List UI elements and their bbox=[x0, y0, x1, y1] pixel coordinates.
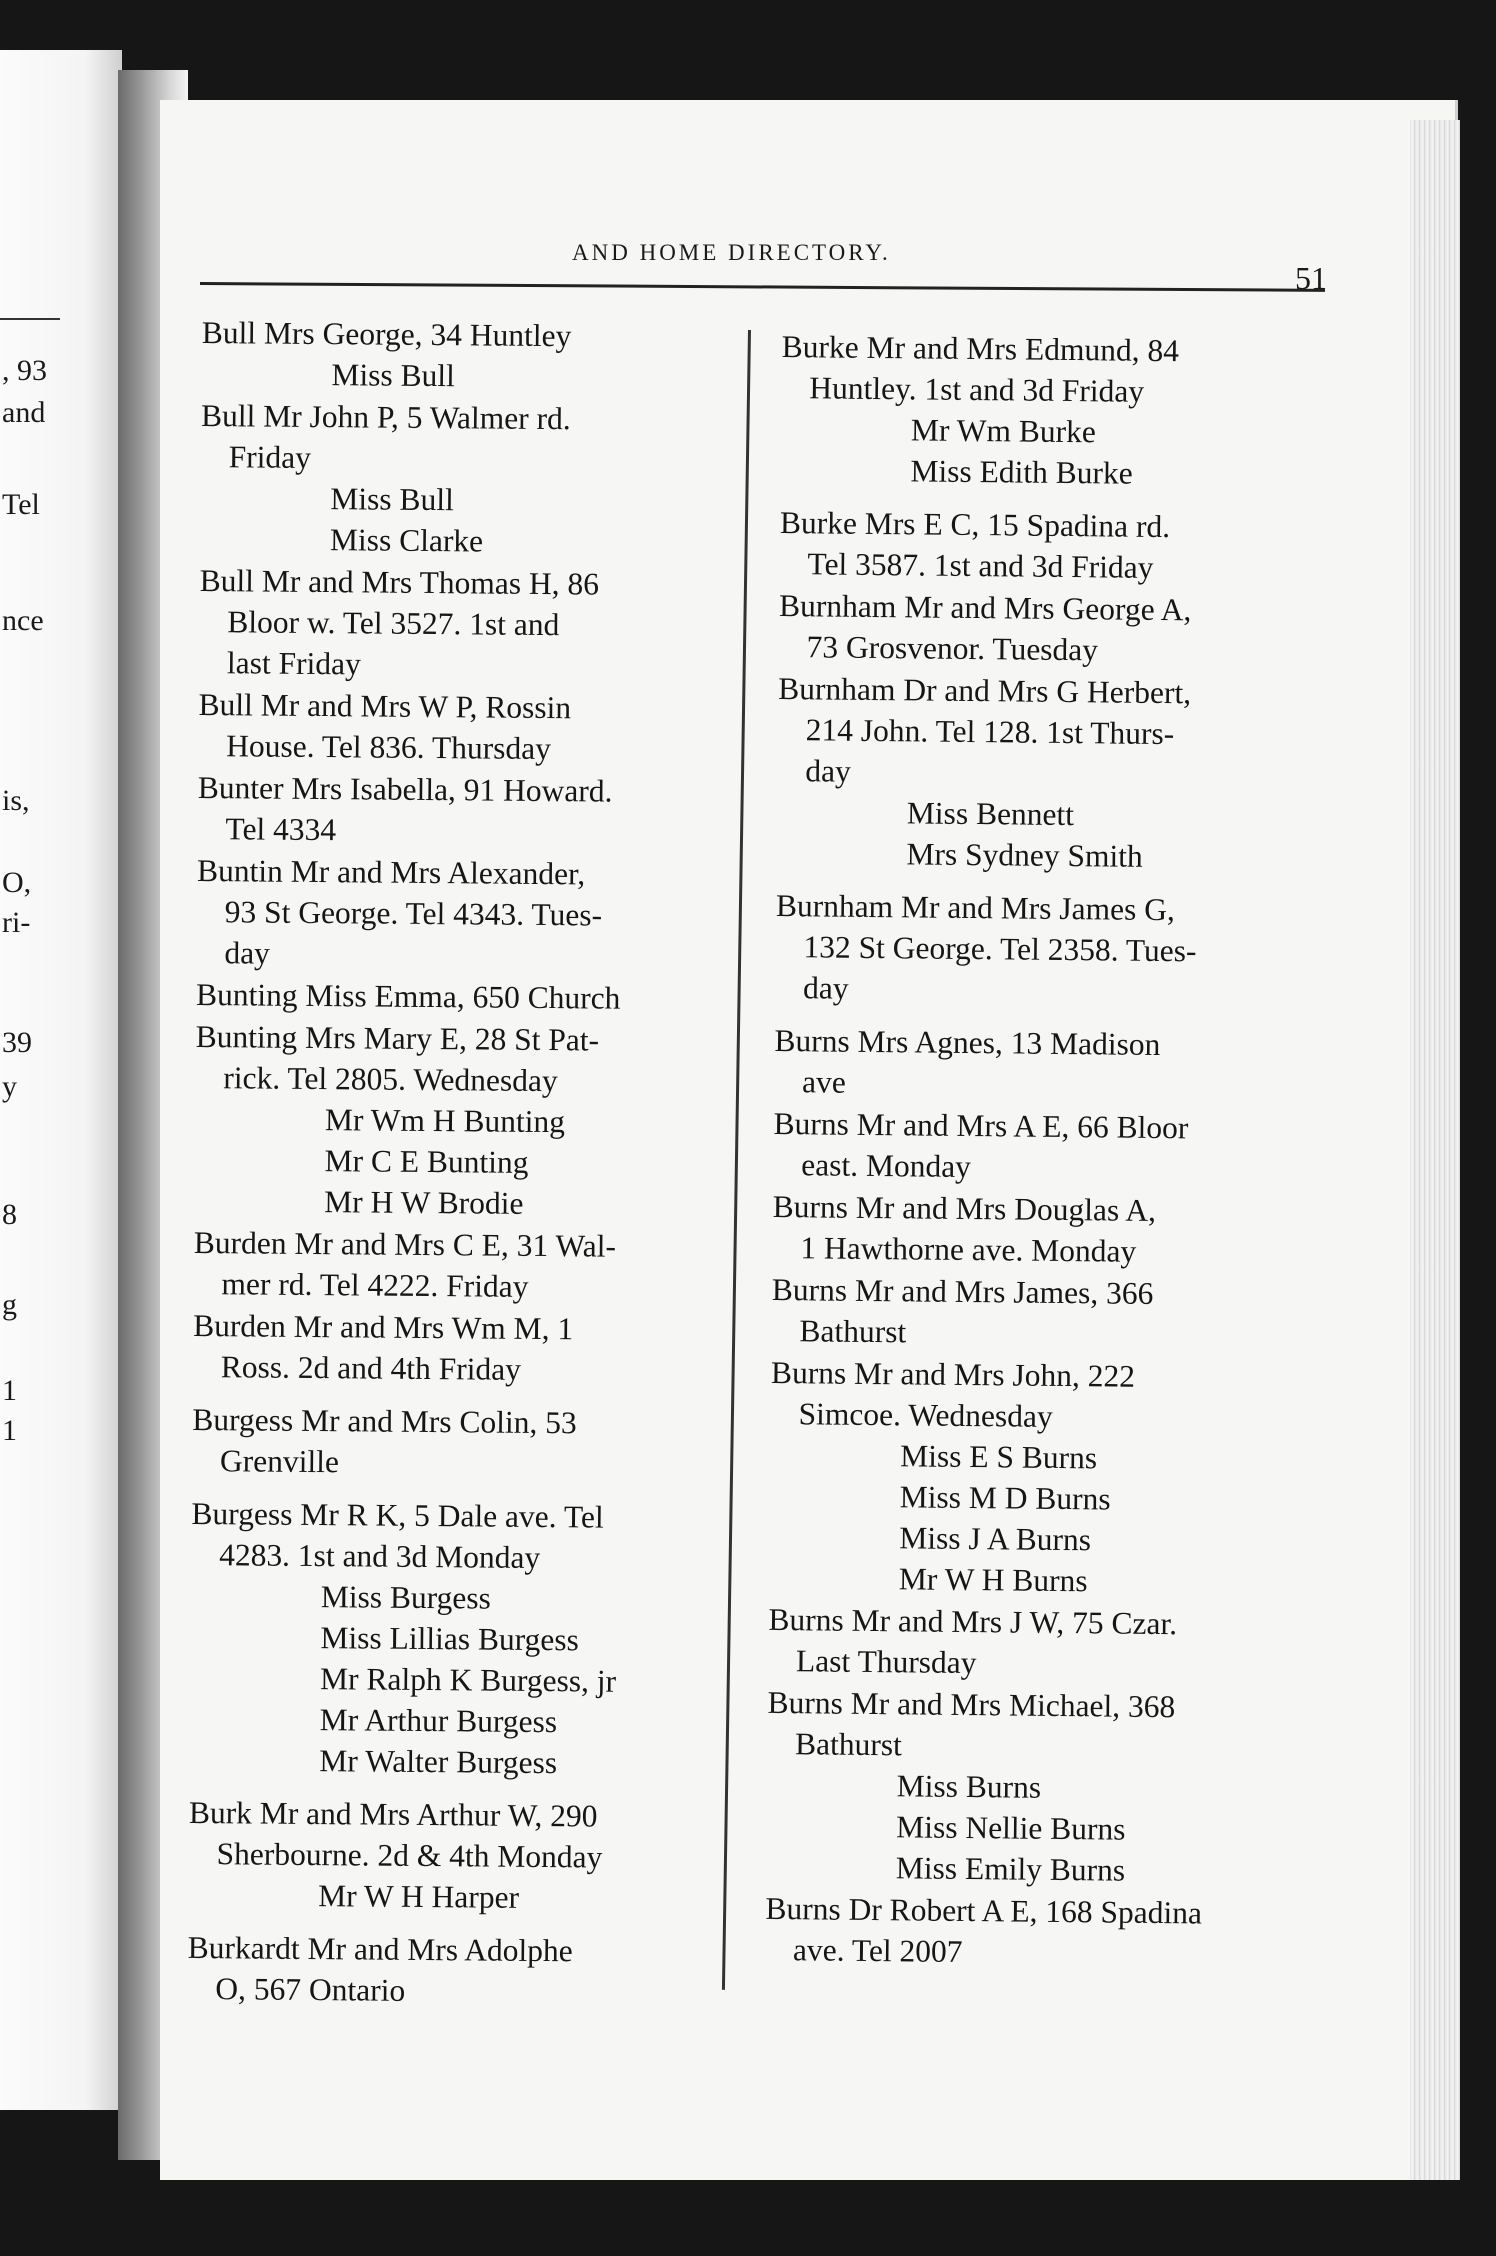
entry-continuation-line: Bathurst bbox=[794, 1726, 903, 1763]
directory-entry bbox=[199, 560, 760, 688]
household-member: Miss Clarke bbox=[329, 522, 484, 559]
entry-continuation-line: Bathurst bbox=[799, 1313, 907, 1350]
facing-page-rule bbox=[0, 318, 60, 320]
entry-continuation-line: 73 Grosvenor. Tuesday bbox=[806, 629, 1099, 668]
household-member: Miss Emily Burns bbox=[895, 1850, 1126, 1888]
entry-name-line: Burk Mr and Mrs Arthur W, 290 bbox=[188, 1794, 598, 1834]
household-member: Mrs Sydney Smith bbox=[906, 836, 1143, 874]
household-member: Miss Nellie Burns bbox=[896, 1809, 1126, 1847]
entry-name-line: Burns Mr and Mrs John, 222 bbox=[770, 1354, 1136, 1394]
household-member: Miss J A Burns bbox=[899, 1520, 1092, 1558]
entry-name-line: Bunting Mrs Mary E, 28 St Pat- bbox=[195, 1018, 600, 1058]
household-member: Mr H W Brodie bbox=[324, 1184, 524, 1221]
entry-name-line: Burke Mr and Mrs Edmund, 84 bbox=[781, 328, 1180, 369]
entry-continuation-line: 214 John. Tel 128. 1st Thurs- bbox=[805, 712, 1175, 752]
running-head: AND HOME DIRECTORY. bbox=[572, 240, 891, 265]
directory-entry bbox=[775, 885, 1336, 1014]
entry-name-line: Burns Mr and Mrs Michael, 368 bbox=[767, 1684, 1176, 1725]
directory-entry bbox=[196, 850, 757, 978]
entry-name-line: Burnham Dr and Mrs G Herbert, bbox=[778, 670, 1192, 711]
directory-entry bbox=[765, 1888, 1326, 1976]
household-member: Miss Burgess bbox=[320, 1579, 492, 1616]
entry-continuation-line: ave bbox=[801, 1064, 846, 1100]
entry-name-line: Burns Mr and Mrs Douglas A, bbox=[772, 1188, 1157, 1228]
entry-name-line: Burnham Mr and Mrs James G, bbox=[775, 887, 1176, 928]
entry-continuation-line: Grenville bbox=[219, 1443, 340, 1480]
directory-entry bbox=[192, 1399, 753, 1486]
entry-name-line: Burns Mr and Mrs James, 366 bbox=[771, 1271, 1154, 1311]
entry-name-line: Burkardt Mr and Mrs Adolphe bbox=[187, 1929, 573, 1969]
entry-name-line: Bull Mrs George, 34 Huntley bbox=[201, 314, 572, 354]
entry-name-line: Burke Mrs E C, 15 Spadina rd. bbox=[779, 504, 1171, 545]
directory-entry bbox=[189, 1493, 751, 1785]
facing-page-fragment: O, bbox=[2, 866, 32, 899]
directory-entry bbox=[779, 502, 1340, 590]
facing-page-fragment: 1 bbox=[2, 1414, 17, 1447]
household-member: Mr Arthur Burgess bbox=[319, 1702, 558, 1740]
entry-continuation-line: Tel 4334 bbox=[225, 811, 337, 848]
entry-continuation-line: rick. Tel 2805. Wednesday bbox=[223, 1060, 558, 1099]
directory-entry bbox=[193, 1305, 754, 1392]
page-number: 51 bbox=[1295, 260, 1327, 296]
entry-continuation-line: 93 St George. Tel 4343. Tues- bbox=[224, 894, 603, 933]
facing-page-fragment: is, bbox=[2, 784, 30, 817]
facing-page-fragment: nce bbox=[2, 604, 44, 637]
entry-continuation-line: Sherbourne. 2d & 4th Monday bbox=[216, 1836, 603, 1875]
entry-name-line: Bull Mr and Mrs Thomas H, 86 bbox=[199, 562, 600, 602]
directory-entry bbox=[773, 1103, 1334, 1191]
household-member: Mr W H Burns bbox=[898, 1561, 1088, 1599]
entry-name-line: Burns Dr Robert A E, 168 Spadina bbox=[765, 1890, 1203, 1931]
facing-page-fragment: 1 bbox=[2, 1374, 17, 1407]
directory-entry bbox=[187, 1927, 748, 2014]
directory-entry bbox=[198, 684, 759, 771]
directory-entry bbox=[201, 312, 762, 399]
household-member: Mr Wm H Bunting bbox=[324, 1102, 566, 1140]
facing-page-fragment: g bbox=[2, 1288, 17, 1321]
household-member: Mr Ralph K Burgess, jr bbox=[319, 1661, 617, 1699]
entry-name-line: Bunter Mrs Isabella, 91 Howard. bbox=[197, 769, 613, 809]
entry-continuation-line: day bbox=[805, 753, 852, 789]
household-member: Miss Burns bbox=[896, 1768, 1042, 1805]
household-member: Miss Bull bbox=[331, 357, 456, 394]
entry-continuation-line: Last Thursday bbox=[795, 1643, 977, 1681]
entry-name-line: Burden Mr and Mrs Wm M, 1 bbox=[193, 1307, 574, 1347]
entry-continuation-line: ave. Tel 2007 bbox=[792, 1932, 963, 1969]
facing-page bbox=[0, 50, 122, 2110]
directory-entry bbox=[774, 1020, 1335, 1108]
entry-continuation-line: east. Monday bbox=[801, 1147, 972, 1185]
entry-continuation-line: Friday bbox=[228, 439, 312, 475]
household-member: Miss Bull bbox=[330, 481, 454, 518]
directory-entry bbox=[776, 668, 1338, 879]
right-column bbox=[765, 326, 1342, 1977]
entry-name-line: Burns Mr and Mrs A E, 66 Bloor bbox=[773, 1105, 1189, 1146]
entry-continuation-line: Tel 3587. 1st and 3d Friday bbox=[807, 546, 1154, 585]
entry-name-line: Burgess Mr R K, 5 Dale ave. Tel bbox=[191, 1495, 604, 1535]
entry-name-line: Burns Mrs Agnes, 13 Madison bbox=[774, 1022, 1161, 1063]
directory-entry bbox=[766, 1682, 1328, 1893]
entry-name-line: Burns Mr and Mrs J W, 75 Czar. bbox=[768, 1601, 1178, 1642]
entry-continuation-line: House. Tel 836. Thursday bbox=[226, 728, 552, 767]
entry-name-line: Burden Mr and Mrs C E, 31 Wal- bbox=[193, 1224, 617, 1264]
facing-page-fragment: , 93 bbox=[2, 354, 47, 387]
entry-continuation-line: Simcoe. Wednesday bbox=[798, 1396, 1053, 1434]
entry-name-line: Burnham Mr and Mrs George A, bbox=[778, 587, 1192, 628]
directory-entry bbox=[778, 585, 1339, 673]
facing-page-fragment: ri- bbox=[2, 906, 31, 939]
directory-entry bbox=[193, 1222, 754, 1309]
household-member: Mr W H Harper bbox=[318, 1878, 520, 1915]
entry-name-line: Bunting Miss Emma, 650 Church bbox=[195, 976, 621, 1016]
household-member: Miss E S Burns bbox=[899, 1438, 1098, 1476]
entry-name-line: Burgess Mr and Mrs Colin, 53 bbox=[192, 1401, 577, 1441]
entry-name-line: Buntin Mr and Mrs Alexander, bbox=[196, 852, 586, 892]
directory-entry bbox=[769, 1352, 1332, 1604]
entry-continuation-line: day bbox=[224, 935, 271, 971]
entry-name-line: Bull Mr and Mrs W P, Rossin bbox=[198, 686, 572, 726]
household-member: Mr C E Bunting bbox=[324, 1143, 529, 1180]
entry-continuation-line: mer rd. Tel 4222. Friday bbox=[221, 1266, 529, 1304]
directory-entry bbox=[780, 326, 1342, 496]
directory-entry bbox=[771, 1269, 1332, 1357]
entry-name-line: Bull Mr John P, 5 Walmer rd. bbox=[200, 397, 571, 437]
household-member: Miss Lillias Burgess bbox=[320, 1620, 580, 1658]
entry-continuation-line: last Friday bbox=[226, 645, 361, 682]
entry-continuation-line: day bbox=[802, 970, 849, 1006]
entry-continuation-line: O, 567 Ontario bbox=[215, 1971, 406, 2008]
household-member: Miss Bennett bbox=[906, 795, 1075, 833]
facing-page-fragment: 39 bbox=[2, 1026, 32, 1059]
page-edges bbox=[1410, 120, 1460, 2180]
household-member: Mr Wm Burke bbox=[910, 412, 1096, 450]
directory-entry bbox=[197, 767, 758, 854]
entry-continuation-line: 1 Hawthorne ave. Monday bbox=[800, 1230, 1137, 1269]
facing-page-fragment: 8 bbox=[2, 1198, 17, 1231]
directory-entry bbox=[768, 1599, 1329, 1687]
left-column bbox=[187, 312, 762, 2015]
facing-page-fragment: and bbox=[2, 396, 46, 429]
household-member: Miss M D Burns bbox=[899, 1479, 1111, 1517]
entry-continuation-line: Huntley. 1st and 3d Friday bbox=[809, 370, 1145, 409]
directory-entry bbox=[196, 974, 756, 1020]
entry-continuation-line: 132 St George. Tel 2358. Tues- bbox=[803, 929, 1197, 969]
facing-page-fragment: Tel bbox=[2, 488, 40, 521]
directory-entry bbox=[772, 1186, 1333, 1274]
entry-continuation-line: Bloor w. Tel 3527. 1st and bbox=[227, 604, 560, 643]
household-member: Mr Walter Burgess bbox=[319, 1743, 558, 1781]
entry-continuation-line: 4283. 1st and 3d Monday bbox=[219, 1537, 541, 1575]
directory-entry bbox=[200, 395, 761, 564]
household-member: Miss Edith Burke bbox=[910, 453, 1133, 491]
facing-page-fragment: y bbox=[2, 1070, 17, 1103]
directory-entry bbox=[188, 1792, 749, 1920]
directory-entry bbox=[194, 1016, 756, 1226]
entry-continuation-line: Ross. 2d and 4th Friday bbox=[220, 1349, 522, 1387]
